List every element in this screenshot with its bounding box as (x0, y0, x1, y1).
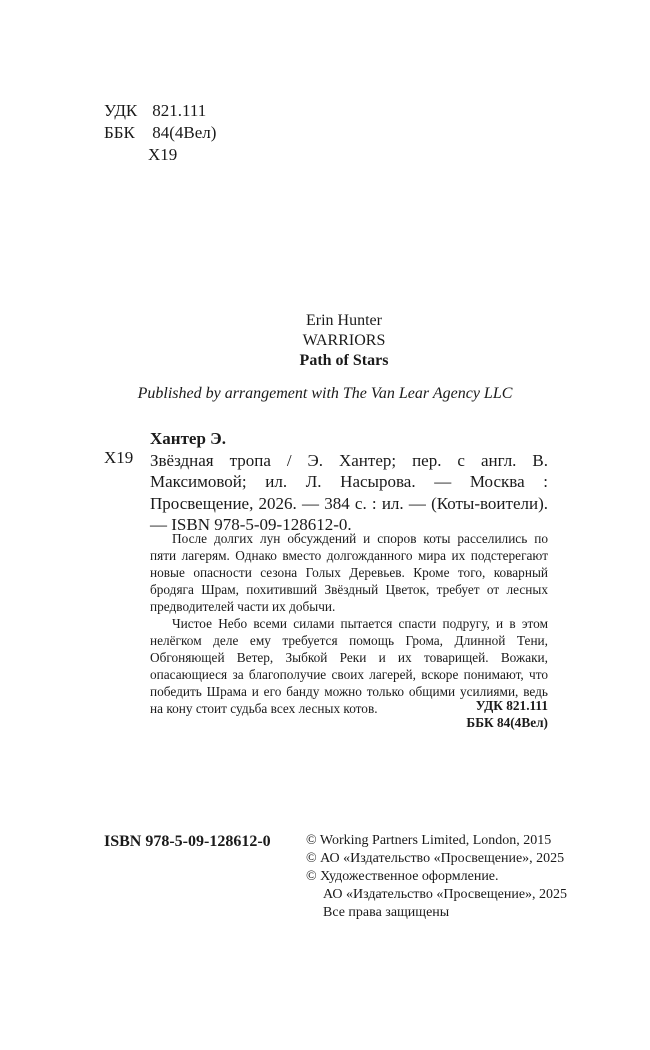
original-author: Erin Hunter (306, 312, 382, 329)
author-mark-row (104, 144, 216, 166)
copyright-block (306, 832, 567, 922)
bbk-value: 84(4Вел) (152, 123, 217, 142)
rights-reserved: Все права защищены (323, 905, 450, 920)
annotation (150, 530, 548, 717)
isbn: ISBN 978-5-09-128612-0 (104, 833, 271, 850)
original-series: WARRIORS (302, 332, 386, 349)
bbk-row (104, 122, 216, 144)
udc-row (104, 100, 216, 122)
card-bbk: ББК 84(4Вел) (466, 715, 548, 730)
classification-block (104, 100, 216, 166)
card-author-heading: Хантер Э. (150, 429, 226, 448)
arrangement-note: Published by arrangement with The Van Lear Agency LLC (137, 385, 513, 402)
udc-label: УДК (104, 101, 138, 120)
card-author-mark: Х19 (104, 448, 134, 467)
original-title: Path of Stars (299, 352, 389, 369)
catalog-card (150, 428, 548, 536)
card-udc: УДК 821.111 (475, 698, 548, 713)
author-mark: Х19 (148, 145, 178, 164)
udc-value: 821.111 (152, 101, 207, 120)
card-classification (300, 697, 548, 731)
annotation-paragraph: После долгих лун обсуждений и споров коты расселились по пяти лагерям. Однако вместо долгожданного мира их подстерегают новые опасности сезона Голых Деревьев. Кроме того, коварный бродяга Шрам, похитивший Звёздный Цветок, требует от лесных предводителей части их добычи. (150, 531, 548, 614)
copyright-line: © Художественное оформление. (306, 869, 499, 884)
copyright-line: АО «Издательство «Просвещение», 2025 (323, 887, 568, 902)
copyright-line: © Working Partners Limited, London, 2015 (306, 833, 552, 848)
copyright-line: © АО «Издательство «Просвещение», 2025 (306, 851, 565, 866)
annotation-paragraph: Чистое Небо всеми силами пытается спасти подругу, и в этом нелёгком деле ему требуется помощь Грома, Длинной Тени, Обгоняющей Ветер, Зыбкой Реки и их товарищей. Вожаки, опасающиеся за благополучие своих лагерей, вскоре понимают, что победить Шрама и его банду можно только общими усилиями, ведь на кону стоит судьба всех лесных котов. (150, 616, 548, 716)
original-edition (0, 311, 650, 371)
bbk-label: ББК (104, 123, 135, 142)
card-entry: Звёздная тропа / Э. Хантер; пер. с англ. В. Максимовой; ил. Л. Насырова. — Москва : Просвещение, 2026. — 384 с. : ил. — (Коты-воители). — ISBN 978-5-09-128612-0. (150, 450, 548, 534)
